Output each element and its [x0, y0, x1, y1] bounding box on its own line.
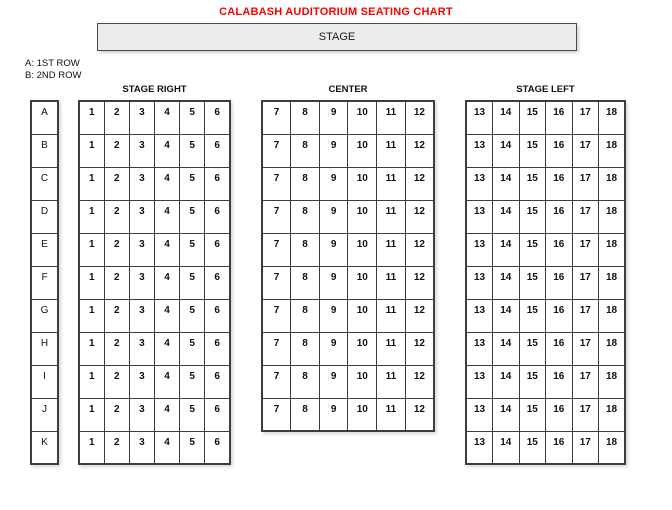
- seat-cell: 2: [104, 398, 129, 431]
- seat-cell: 16: [546, 134, 573, 167]
- seat-cell: 2: [104, 101, 129, 134]
- seat-cell: 13: [466, 332, 493, 365]
- seat-cell: 18: [599, 167, 626, 200]
- seat-cell: 7: [262, 332, 291, 365]
- seat-cell: 3: [129, 200, 154, 233]
- seat-cell: 14: [493, 101, 520, 134]
- seat-cell: 14: [493, 134, 520, 167]
- seat-cell: 12: [405, 398, 434, 431]
- seat-cell: 14: [493, 299, 520, 332]
- seat-cell: 10: [348, 167, 377, 200]
- seat-cell: 6: [205, 431, 230, 464]
- section-header-stage-left: STAGE LEFT: [516, 84, 575, 95]
- seat-cell: 7: [262, 365, 291, 398]
- seat-cell: 2: [104, 299, 129, 332]
- legend-line-second-row: B: 2ND ROW: [25, 70, 82, 81]
- seat-cell: 10: [348, 266, 377, 299]
- seat-cell: 15: [519, 431, 546, 464]
- seat-cell: 7: [262, 233, 291, 266]
- stage-label: STAGE: [318, 31, 356, 43]
- seat-cell: 8: [291, 332, 320, 365]
- seat-cell: 14: [493, 266, 520, 299]
- seat-cell: 7: [262, 299, 291, 332]
- seat-cell: 11: [377, 365, 406, 398]
- seat-cell: 11: [377, 101, 406, 134]
- seat-cell: 13: [466, 101, 493, 134]
- seat-cell: 9: [319, 200, 348, 233]
- seat-cell: 8: [291, 398, 320, 431]
- seat-cell: 8: [291, 134, 320, 167]
- seat-cell: 5: [180, 299, 205, 332]
- section-header-stage-right: STAGE RIGHT: [122, 84, 187, 95]
- seat-cell: 2: [104, 167, 129, 200]
- seat-cell: 13: [466, 233, 493, 266]
- seat-cell: 9: [319, 266, 348, 299]
- seat-cell: 15: [519, 398, 546, 431]
- seat-cell: 4: [154, 134, 179, 167]
- seat-cell: 5: [180, 398, 205, 431]
- seat-cell: 4: [154, 299, 179, 332]
- seat-cell: 6: [205, 233, 230, 266]
- seat-cell: 15: [519, 332, 546, 365]
- seat-cell: 18: [599, 134, 626, 167]
- seat-cell: 4: [154, 365, 179, 398]
- seat-cell: 1: [79, 365, 104, 398]
- seat-cell: 6: [205, 101, 230, 134]
- seat-cell: 12: [405, 134, 434, 167]
- seat-cell: 2: [104, 266, 129, 299]
- seat-cell: 6: [205, 299, 230, 332]
- seat-cell: 12: [405, 332, 434, 365]
- row-label: F: [31, 266, 58, 299]
- seat-cell: 5: [180, 431, 205, 464]
- seat-cell: 13: [466, 431, 493, 464]
- seat-cell: 18: [599, 233, 626, 266]
- seat-cell: 6: [205, 167, 230, 200]
- seat-cell: 2: [104, 431, 129, 464]
- seat-cell: 1: [79, 332, 104, 365]
- section-grid-stage-right: [78, 100, 231, 465]
- seat-cell: 16: [546, 233, 573, 266]
- seat-cell: 5: [180, 200, 205, 233]
- seat-cell: 5: [180, 233, 205, 266]
- seat-cell: 17: [572, 299, 599, 332]
- seat-cell: 2: [104, 365, 129, 398]
- seat-cell: 3: [129, 332, 154, 365]
- seat-cell: 1: [79, 101, 104, 134]
- seat-cell: 18: [599, 365, 626, 398]
- seat-cell: 7: [262, 266, 291, 299]
- seat-cell: 15: [519, 200, 546, 233]
- seat-cell: 14: [493, 332, 520, 365]
- seat-cell: 3: [129, 101, 154, 134]
- seat-cell: 17: [572, 233, 599, 266]
- seat-cell: 11: [377, 167, 406, 200]
- seat-cell: 14: [493, 365, 520, 398]
- seat-cell: 9: [319, 134, 348, 167]
- seat-cell: 16: [546, 101, 573, 134]
- seat-cell: 10: [348, 398, 377, 431]
- seat-cell: 13: [466, 398, 493, 431]
- seat-cell: 15: [519, 365, 546, 398]
- seat-cell: 2: [104, 233, 129, 266]
- seat-cell: 12: [405, 167, 434, 200]
- seat-cell: 6: [205, 398, 230, 431]
- seat-cell: 12: [405, 200, 434, 233]
- seat-cell: 7: [262, 398, 291, 431]
- seat-cell: 4: [154, 398, 179, 431]
- seat-cell: 3: [129, 365, 154, 398]
- seat-cell: 16: [546, 167, 573, 200]
- row-legend: [25, 58, 81, 82]
- row-label-column: [30, 100, 59, 465]
- seat-cell: 7: [262, 200, 291, 233]
- seat-cell: 1: [79, 299, 104, 332]
- seat-cell: 4: [154, 233, 179, 266]
- seat-cell: 18: [599, 332, 626, 365]
- seat-cell: 16: [546, 365, 573, 398]
- row-label: E: [31, 233, 58, 266]
- seat-cell: 3: [129, 431, 154, 464]
- seat-cell: 16: [546, 431, 573, 464]
- seat-cell: 17: [572, 266, 599, 299]
- seat-cell: 3: [129, 134, 154, 167]
- seat-cell: 8: [291, 266, 320, 299]
- seat-cell: 18: [599, 266, 626, 299]
- row-label: K: [31, 431, 58, 464]
- seat-cell: 1: [79, 200, 104, 233]
- seat-cell: 14: [493, 431, 520, 464]
- seat-cell: 11: [377, 299, 406, 332]
- seat-cell: 11: [377, 233, 406, 266]
- seat-cell: 10: [348, 101, 377, 134]
- seat-cell: 15: [519, 101, 546, 134]
- seat-cell: 9: [319, 299, 348, 332]
- seat-cell: 15: [519, 233, 546, 266]
- seat-cell: 16: [546, 266, 573, 299]
- seat-cell: 18: [599, 101, 626, 134]
- seat-cell: 17: [572, 167, 599, 200]
- seat-cell: 17: [572, 101, 599, 134]
- section-header-center: CENTER: [328, 84, 368, 95]
- seat-cell: 4: [154, 431, 179, 464]
- seat-cell: 17: [572, 134, 599, 167]
- seat-cell: 12: [405, 365, 434, 398]
- seat-cell: 6: [205, 332, 230, 365]
- seat-cell: 6: [205, 134, 230, 167]
- legend-line-first-row: A: 1ST ROW: [25, 58, 80, 69]
- seat-cell: 5: [180, 332, 205, 365]
- seat-cell: 8: [291, 233, 320, 266]
- seat-cell: 17: [572, 398, 599, 431]
- seat-cell: 6: [205, 266, 230, 299]
- row-label: D: [31, 200, 58, 233]
- seat-cell: 14: [493, 398, 520, 431]
- seat-cell: 13: [466, 134, 493, 167]
- seat-cell: 7: [262, 167, 291, 200]
- seat-cell: 8: [291, 101, 320, 134]
- seat-cell: 1: [79, 233, 104, 266]
- seat-cell: 13: [466, 266, 493, 299]
- seat-cell: 16: [546, 398, 573, 431]
- seat-cell: 10: [348, 365, 377, 398]
- seat-cell: 2: [104, 134, 129, 167]
- seat-cell: 8: [291, 299, 320, 332]
- seat-cell: 4: [154, 167, 179, 200]
- seat-cell: 1: [79, 398, 104, 431]
- seat-cell: 11: [377, 200, 406, 233]
- seat-cell: 17: [572, 200, 599, 233]
- seat-cell: 11: [377, 398, 406, 431]
- seat-cell: 10: [348, 200, 377, 233]
- seat-cell: 4: [154, 200, 179, 233]
- seat-cell: 9: [319, 332, 348, 365]
- seat-cell: 4: [154, 332, 179, 365]
- seat-cell: 18: [599, 200, 626, 233]
- seat-cell: 15: [519, 266, 546, 299]
- seat-cell: 6: [205, 200, 230, 233]
- seat-cell: 18: [599, 431, 626, 464]
- seat-cell: 12: [405, 299, 434, 332]
- seat-cell: 10: [348, 299, 377, 332]
- seat-cell: 18: [599, 299, 626, 332]
- seat-cell: 12: [405, 266, 434, 299]
- seat-cell: 5: [180, 134, 205, 167]
- seat-cell: 13: [466, 200, 493, 233]
- section-grid-center: [261, 100, 435, 432]
- seat-cell: 3: [129, 398, 154, 431]
- stage-box: [97, 23, 577, 51]
- seat-cell: 10: [348, 332, 377, 365]
- seat-cell: 8: [291, 200, 320, 233]
- seat-cell: 3: [129, 299, 154, 332]
- seat-cell: 15: [519, 134, 546, 167]
- chart-title: CALABASH AUDITORIUM SEATING CHART: [219, 6, 453, 18]
- seat-cell: 9: [319, 365, 348, 398]
- seat-cell: 11: [377, 134, 406, 167]
- seat-cell: 2: [104, 200, 129, 233]
- seat-cell: 7: [262, 101, 291, 134]
- seat-cell: 17: [572, 431, 599, 464]
- seat-cell: 13: [466, 299, 493, 332]
- row-label: C: [31, 167, 58, 200]
- seat-cell: 14: [493, 200, 520, 233]
- seat-cell: 15: [519, 167, 546, 200]
- seat-cell: 1: [79, 167, 104, 200]
- seat-cell: 13: [466, 167, 493, 200]
- seat-cell: 17: [572, 332, 599, 365]
- seat-cell: 2: [104, 332, 129, 365]
- seat-cell: 13: [466, 365, 493, 398]
- seat-cell: 12: [405, 101, 434, 134]
- seat-cell: 3: [129, 167, 154, 200]
- seat-cell: 7: [262, 134, 291, 167]
- seat-cell: 8: [291, 365, 320, 398]
- seat-cell: 10: [348, 134, 377, 167]
- seat-cell: 5: [180, 266, 205, 299]
- seat-cell: 1: [79, 266, 104, 299]
- seat-cell: 15: [519, 299, 546, 332]
- seat-cell: 6: [205, 365, 230, 398]
- row-label: B: [31, 134, 58, 167]
- seat-cell: 1: [79, 134, 104, 167]
- row-label: G: [31, 299, 58, 332]
- row-label: J: [31, 398, 58, 431]
- seat-cell: 17: [572, 365, 599, 398]
- seat-cell: 4: [154, 101, 179, 134]
- row-label: A: [31, 101, 58, 134]
- seat-cell: 14: [493, 167, 520, 200]
- seat-cell: 10: [348, 233, 377, 266]
- seat-cell: 16: [546, 299, 573, 332]
- seat-cell: 3: [129, 266, 154, 299]
- seat-cell: 9: [319, 233, 348, 266]
- seat-cell: 9: [319, 167, 348, 200]
- seat-cell: 18: [599, 398, 626, 431]
- section-grid-stage-left: [465, 100, 626, 465]
- seat-cell: 4: [154, 266, 179, 299]
- seat-cell: 5: [180, 365, 205, 398]
- seat-cell: 14: [493, 233, 520, 266]
- row-label: I: [31, 365, 58, 398]
- seat-cell: 9: [319, 398, 348, 431]
- row-label: H: [31, 332, 58, 365]
- seat-cell: 1: [79, 431, 104, 464]
- seat-cell: 3: [129, 233, 154, 266]
- seat-cell: 11: [377, 332, 406, 365]
- seat-cell: 12: [405, 233, 434, 266]
- seat-cell: 8: [291, 167, 320, 200]
- seat-cell: 5: [180, 101, 205, 134]
- seat-cell: 9: [319, 101, 348, 134]
- seat-cell: 11: [377, 266, 406, 299]
- seat-cell: 16: [546, 332, 573, 365]
- seat-cell: 5: [180, 167, 205, 200]
- seat-cell: 16: [546, 200, 573, 233]
